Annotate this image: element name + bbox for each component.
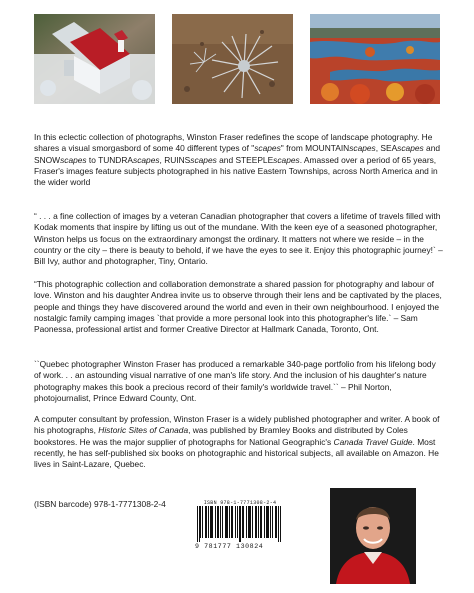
barcode-bar	[229, 506, 230, 538]
barcode-bar	[222, 506, 223, 538]
barcode-bar	[249, 506, 250, 538]
barcode-bar	[258, 506, 259, 538]
barcode-bar	[275, 506, 276, 538]
author-portrait-photo	[330, 488, 416, 584]
barcode-digits: 9 781777 130824	[195, 543, 264, 550]
barcode-bar	[200, 506, 201, 538]
barcode-bar	[280, 506, 281, 542]
silversword-plant-photo	[172, 14, 293, 104]
barcode-bar	[205, 506, 206, 538]
barcode-bar	[260, 506, 261, 538]
isbn-label: (ISBN barcode) 978-1-7771308-2-4	[34, 499, 166, 509]
barcode-bar	[211, 506, 212, 538]
barcode-bar	[248, 506, 249, 538]
barcode-bar	[276, 506, 277, 538]
barcode-bar	[256, 506, 257, 538]
author-bio: A computer consultant by profession, Winston Fraser is a widely published photographer and writer. A book of his photographs, Historic Sites of Canada, was published by Bramley Books and distributed by Coles bookstores. He was the major supplier of photographs for National Geographic's Canada Travel Guide. Most recently, he has self-published six books on photographic and historical subjects, all available on Amazon. He lives in Saint-Lazare, Quebec.	[34, 414, 440, 470]
barcode-bar	[217, 506, 218, 538]
barcode-bar	[267, 506, 268, 538]
barcode-bar	[206, 506, 207, 538]
barcode-bar	[220, 506, 221, 538]
barcode-bar	[240, 506, 241, 542]
barcode-bar	[268, 506, 269, 538]
barcode-bar	[225, 506, 226, 538]
barcode-bar	[237, 506, 238, 538]
barcode-isbn-text: ISBN 978-1-7771308-2-4	[203, 500, 277, 506]
barcode-bar	[227, 506, 228, 538]
barcode-bar	[232, 506, 233, 538]
barcode-bar	[197, 506, 198, 542]
barcode-bar	[246, 506, 247, 538]
barcode-bar	[242, 506, 243, 538]
barcode-bar	[255, 506, 256, 538]
isbn-barcode	[194, 500, 286, 556]
barcode-bar	[199, 506, 200, 542]
barcode-bar	[235, 506, 236, 538]
barcode-bar	[252, 506, 253, 538]
barcode-bar	[210, 506, 211, 538]
barcode-bar	[278, 506, 279, 542]
book-description: In this eclectic collection of photographs, Winston Fraser redefines the scope of landscape photography. He shares a visual smorgasbord of some 40 different types of "scapes" from MOUNTAINscapes, SEAscapes and SNOWscapes to TUNDRAscapes, RUINSscapes and STEEPLEscapes. Amassed over a period of 65 years, Fraser's images feature subjects photographed in his native Eastern Townships, across North America and in the wider world	[34, 132, 441, 188]
barcode-bar	[215, 506, 216, 538]
barcode-bar	[264, 506, 265, 538]
autumn-lakes-photo	[310, 14, 440, 104]
barcode-bar	[270, 506, 271, 538]
barcode-bar	[239, 506, 240, 542]
barcode-bar	[266, 506, 267, 538]
barcode-bars	[194, 506, 286, 542]
barcode-bar	[202, 506, 203, 538]
barcode-bar	[208, 506, 209, 538]
barcode-bar	[261, 506, 262, 538]
testimonial-sam-paonessa: “This photographic collection and collaboration demonstrate a shared passion for photography and labour of love. Winston and his daughter Andrea invite us to observe through their lens and be captivated by the places, people and things they have discovered around the world and even in their own neighbourhood. I enjoyed the nostalgic family camping images `that provide a more personal look into this photographer's life.` – Sam Paonessa, professional artist and former Creative Director at Hallmark Canada, Toronto, Ont.	[34, 279, 442, 335]
testimonial-bill-ivy: “ . . . a fine collection of images by a veteran Canadian photographer that covers a lifetime of travels filled with Kodak moments that inspire by lifting us out of the mundane. With the keen eye of a seasoned photographer, Winston helps us focus on the extraordinary amongst the ordinary. It matters not where we reside – in the country or the city – there is beauty to behold, if we have the eyes to see it. Enjoy this photographic journey!` – Bill Ivy, author and photographer, Tiny, Ontario.	[34, 211, 443, 267]
barcode-bar	[218, 506, 219, 538]
barcode-bar	[212, 506, 213, 538]
barcode-bar	[272, 506, 273, 538]
lighthouse-photo	[34, 14, 155, 104]
barcode-bar	[250, 506, 251, 538]
barcode-bar	[226, 506, 227, 538]
barcode-bar	[243, 506, 244, 538]
testimonial-phil-norton: ``Quebec photographer Winston Fraser has produced a remarkable 340-page portfolio from his lifelong body of work. . . an astounding visual narrative of one man's life story. And the inclusion of his daughter's nature photography makes this book a precious record of their family's worldwide travel.`` – Phil Norton, photojournalist, Prince Edward County, Ont.	[34, 359, 436, 403]
barcode-bar	[231, 506, 232, 538]
